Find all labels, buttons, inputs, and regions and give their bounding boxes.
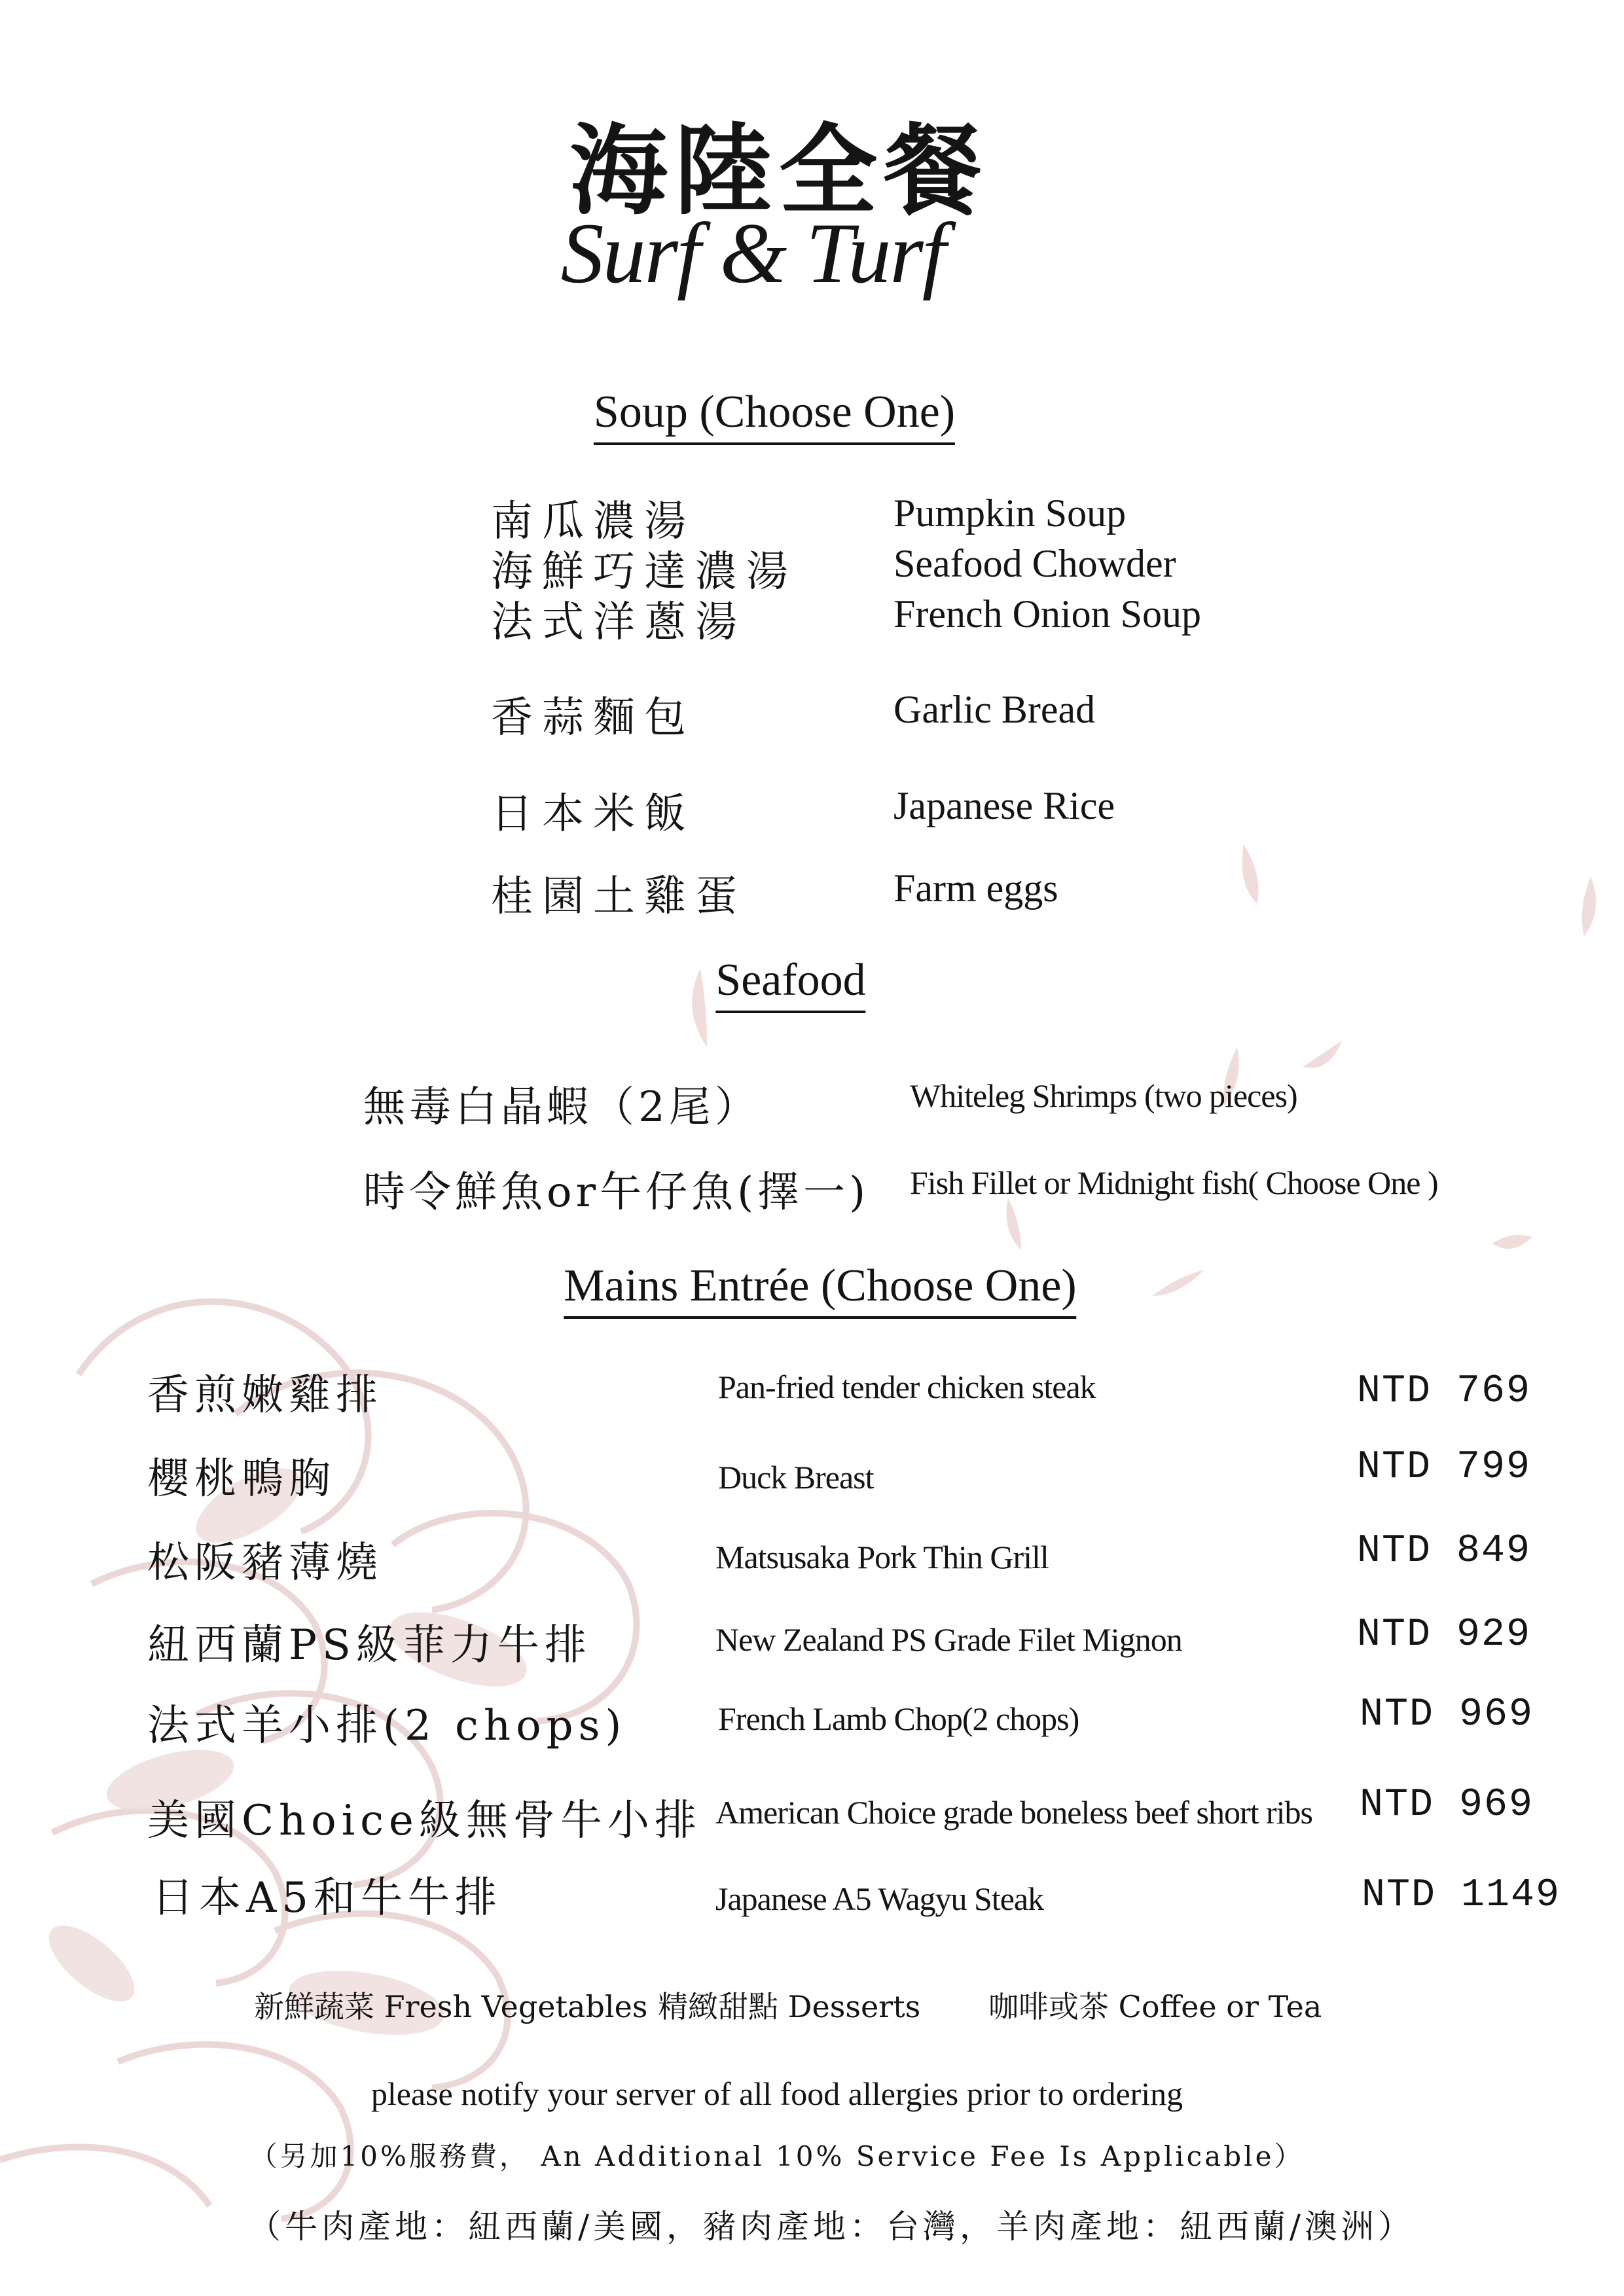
main-item-en: American Choice grade boneless beef short ribs	[715, 1794, 1313, 1831]
extra-coffee-tea: 咖啡或茶 Coffee or Tea	[988, 1989, 1322, 2024]
extra-vegetables: 新鮮蔬菜 Fresh Vegetables	[254, 1989, 648, 2024]
allergy-note: please notify your server of all food allergies prior to ordering	[370, 2075, 1183, 2112]
main-item-en: French Lamb Chop(2 chops)	[718, 1700, 1079, 1737]
main-item-price: NTD 1149	[1362, 1873, 1561, 1918]
seafood-item-en: Fish Fillet or Midnight fish( Choose One )	[910, 1164, 1438, 1201]
main-item-en: New Zealand PS Grade Filet Mignon	[715, 1621, 1182, 1658]
menu-title-zh: 海陸全餐	[569, 113, 989, 228]
main-item-en: Pan-fried tender chicken steak	[718, 1369, 1096, 1405]
main-item-price: NTD 969	[1360, 1783, 1534, 1827]
main-item-zh: 櫻桃鴨胸	[147, 1455, 336, 1503]
main-item-zh: 日本A5和牛牛排	[152, 1874, 502, 1922]
main-item-en: Japanese A5 Wagyu Steak	[715, 1880, 1044, 1917]
main-item-en: Duck Breast	[718, 1459, 874, 1496]
soup-item-zh: 海鮮巧達濃湯	[491, 548, 797, 596]
seafood-heading: Seafood	[715, 954, 865, 1013]
side-item-zh: 香蒜麵包	[491, 694, 695, 742]
main-item-zh: 法式羊小排(2 chops)	[147, 1702, 627, 1750]
origin-note: （牛肉產地：紐西蘭/美國，豬肉產地：台灣，羊肉產地：紐西蘭/澳洲）	[248, 2208, 1415, 2246]
main-item-price: NTD 969	[1360, 1693, 1534, 1737]
seafood-item-zh: 時令鮮魚or午仔魚(擇一)	[363, 1168, 870, 1217]
side-item-en: Farm eggs	[893, 867, 1058, 910]
seafood-item-en: Whiteleg Shrimps (two pieces)	[910, 1077, 1297, 1114]
soup-item-en: Pumpkin Soup	[893, 492, 1127, 535]
main-item-price: NTD 929	[1357, 1613, 1532, 1657]
main-item-zh: 紐西蘭PS級菲力牛排	[147, 1621, 592, 1670]
menu-title-en: Surf & Turf	[560, 205, 945, 301]
main-item-price: NTD 849	[1357, 1529, 1532, 1573]
extra-desserts: 精緻甜點 Desserts	[658, 1989, 921, 2024]
main-item-en: Matsusaka Pork Thin Grill	[715, 1539, 1049, 1575]
side-item-zh: 日本米飯	[491, 790, 695, 838]
mains-heading: Mains Entrée (Choose One)	[564, 1260, 1076, 1319]
main-item-zh: 美國Choice級無骨牛小排	[147, 1797, 702, 1845]
soup-item-zh: 南瓜濃湯	[491, 497, 695, 546]
soup-heading: Soup (Choose One)	[594, 386, 955, 445]
main-item-price: NTD 799	[1357, 1445, 1532, 1490]
side-item-zh: 桂園土雞蛋	[491, 872, 746, 921]
main-item-zh: 香煎嫩雞排	[147, 1371, 383, 1420]
side-item-en: Garlic Bread	[893, 688, 1096, 731]
side-item-en: Japanese Rice	[893, 784, 1115, 827]
main-item-price: NTD 769	[1357, 1369, 1532, 1414]
main-item-zh: 松阪豬薄燒	[147, 1539, 383, 1587]
soup-item-en: French Onion Soup	[893, 592, 1201, 636]
soup-item-zh: 法式洋蔥湯	[491, 598, 746, 647]
seafood-item-zh: 無毒白晶蝦（2尾）	[363, 1083, 761, 1132]
service-fee-note: （另加10%服務費， An Additional 10% Service Fee Is Applicable）	[249, 2140, 1305, 2172]
soup-item-en: Seafood Chowder	[893, 542, 1176, 585]
